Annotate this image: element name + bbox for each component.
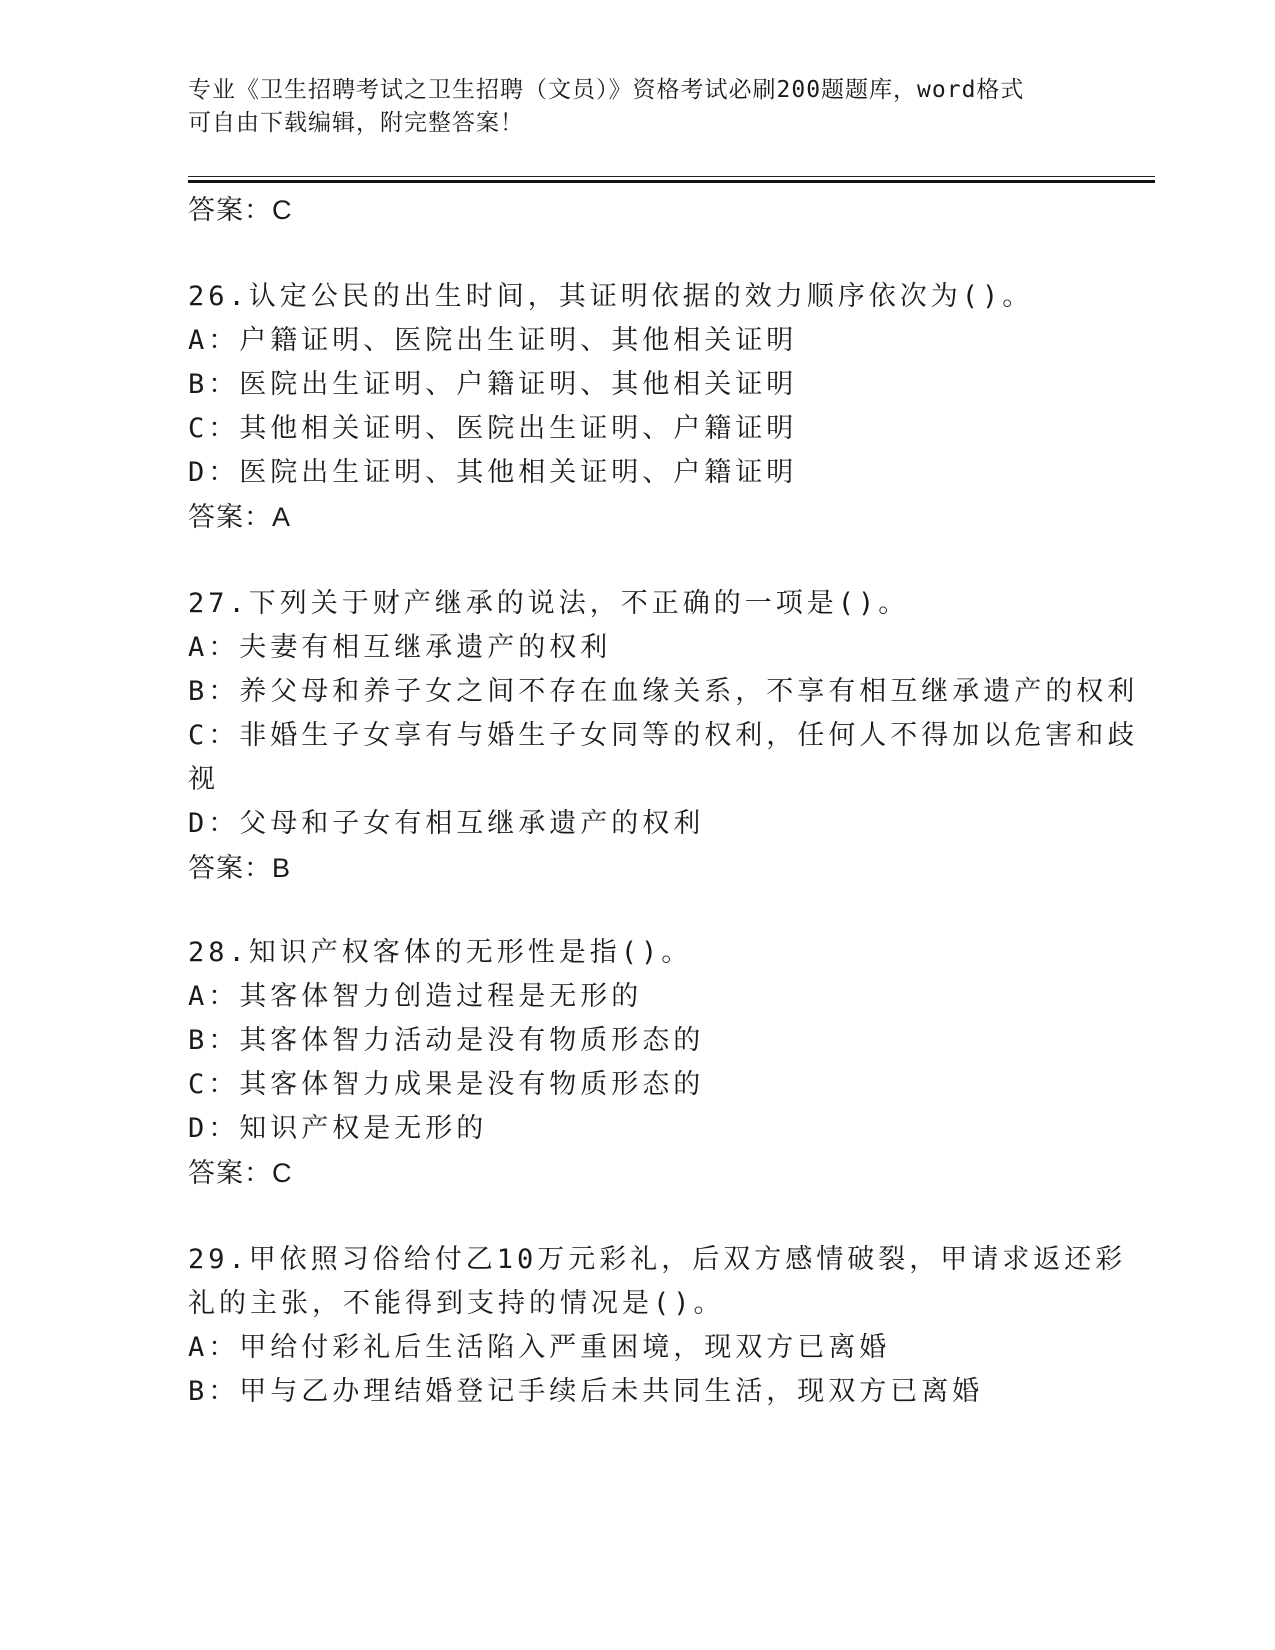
header-line-1: 专业《卫生招聘考试之卫生招聘（文员）》资格考试必刷200题题库，word格式 (188, 77, 1025, 103)
header-rule-thick (188, 180, 1155, 183)
option-c: C：其他相关证明、医院出生证明、户籍证明 (188, 413, 798, 444)
header-line-2: 可自由下载编辑，附完整答案！ (188, 110, 524, 136)
answer: 答案：C (188, 1158, 293, 1188)
option-b: B：其客体智力活动是没有物质形态的 (188, 1025, 705, 1056)
option-c: C：非婚生子女享有与婚生子女同等的权利，任何人不得加以危害和歧 (188, 720, 1139, 751)
option-c-continuation: 视 (188, 764, 219, 795)
document-header (188, 74, 1068, 140)
question-stem: 27.下列关于财产继承的说法，不正确的一项是()。 (188, 588, 910, 619)
option-a: A：夫妻有相互继承遗产的权利 (188, 632, 612, 663)
answer: 答案：A (188, 502, 292, 532)
header-rule-thin (188, 176, 1155, 177)
option-b: B：医院出生证明、户籍证明、其他相关证明 (188, 369, 798, 400)
option-a: A：甲给付彩礼后生活陷入严重困境，现双方已离婚 (188, 1332, 891, 1363)
option-c: C：其客体智力成果是没有物质形态的 (188, 1069, 705, 1100)
question-stem-continuation: 礼的主张，不能得到支持的情况是()。 (188, 1288, 725, 1319)
question-stem: 28.知识产权客体的无形性是指()。 (188, 937, 693, 968)
option-b: B：养父母和养子女之间不存在血缘关系，不享有相互继承遗产的权利 (188, 676, 1139, 707)
previous-answer: 答案：C (188, 195, 293, 225)
option-d: D：父母和子女有相互继承遗产的权利 (188, 808, 705, 839)
option-b: B：甲与乙办理结婚登记手续后未共同生活，现双方已离婚 (188, 1376, 984, 1407)
option-d: D：医院出生证明、其他相关证明、户籍证明 (188, 457, 798, 488)
option-a: A：其客体智力创造过程是无形的 (188, 981, 643, 1012)
answer: 答案：B (188, 853, 292, 883)
option-d: D：知识产权是无形的 (188, 1113, 488, 1144)
question-stem: 29.甲依照习俗给付乙10万元彩礼，后双方感情破裂，甲请求返还彩 (188, 1244, 1127, 1275)
option-a: A：户籍证明、医院出生证明、其他相关证明 (188, 325, 798, 356)
question-stem: 26.认定公民的出生时间，其证明依据的效力顺序依次为()。 (188, 281, 1034, 312)
